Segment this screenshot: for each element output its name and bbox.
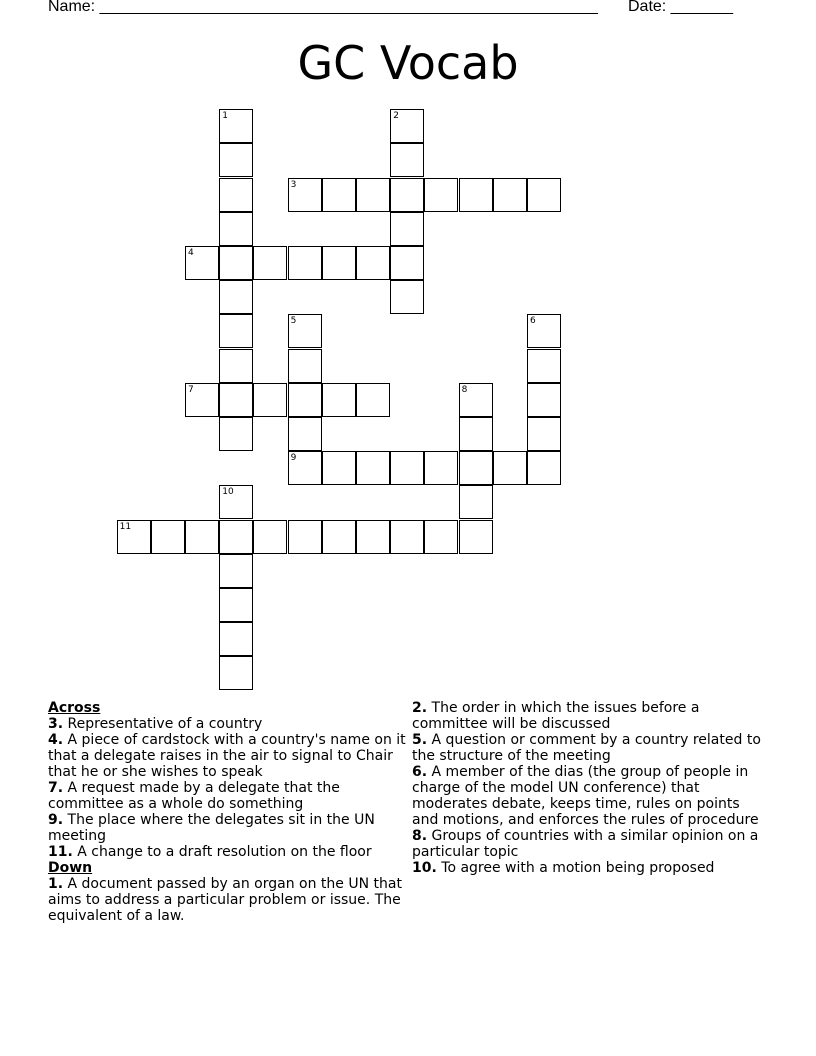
- grid-cell[interactable]: [219, 212, 253, 246]
- grid-cell[interactable]: [527, 417, 561, 451]
- clues-column-left: [48, 700, 408, 924]
- cell-number: 6: [530, 316, 536, 327]
- grid-cell[interactable]: [493, 451, 527, 485]
- clue-text: A document passed by an organ on the UN that aims to address a particular problem or issue. The equivalent of a law.: [48, 876, 402, 924]
- grid-cell[interactable]: [219, 622, 253, 656]
- clue-text: To agree with a motion being proposed: [441, 860, 715, 876]
- clue-number: 4.: [48, 732, 64, 748]
- grid-cell[interactable]: [390, 109, 424, 143]
- grid-cell[interactable]: [356, 246, 390, 280]
- grid-cell[interactable]: [390, 520, 424, 554]
- grid-cell[interactable]: [459, 417, 493, 451]
- cell-number: 10: [222, 487, 234, 498]
- grid-cell[interactable]: [288, 349, 322, 383]
- clue-down-5: [412, 732, 762, 764]
- grid-cell[interactable]: [219, 109, 253, 143]
- grid-cell[interactable]: [288, 520, 322, 554]
- clue-text: The order in which the issues before a committee will be discussed: [412, 700, 700, 732]
- clue-number: 8.: [412, 828, 428, 844]
- grid-cell[interactable]: [322, 520, 356, 554]
- grid-cell[interactable]: [493, 178, 527, 212]
- grid-cell[interactable]: [527, 451, 561, 485]
- grid-cell[interactable]: [219, 143, 253, 177]
- grid-cell[interactable]: [151, 520, 185, 554]
- grid-cell[interactable]: [288, 451, 322, 485]
- grid-cell[interactable]: [459, 178, 493, 212]
- cell-number: 3: [290, 179, 297, 190]
- clue-number: 6.: [412, 764, 428, 780]
- grid-cell[interactable]: [459, 383, 493, 417]
- grid-cell[interactable]: [356, 451, 390, 485]
- grid-cell[interactable]: [322, 383, 356, 417]
- grid-cell[interactable]: [219, 246, 253, 280]
- grid-cell[interactable]: [390, 143, 424, 177]
- grid-cell[interactable]: [185, 383, 219, 417]
- clue-down-10: [412, 860, 762, 876]
- grid-cell[interactable]: [322, 451, 356, 485]
- clue-number: 7.: [48, 780, 64, 796]
- clue-down-2: [412, 700, 762, 732]
- grid-cell[interactable]: [253, 520, 287, 554]
- worksheet-header: [48, 0, 748, 20]
- grid-cell[interactable]: [527, 349, 561, 383]
- clue-number: 11.: [48, 844, 73, 860]
- grid-cell[interactable]: [219, 520, 253, 554]
- clue-text: A member of the dias (the group of people in charge of the model UN conference) that moderates debate, keeps time, rules on points and motions, and enforces the rules of procedure: [412, 764, 759, 828]
- clue-across-9: [48, 812, 408, 844]
- cell-number: 9: [290, 453, 297, 464]
- grid-cell[interactable]: [219, 417, 253, 451]
- clue-text: The place where the delegates sit in the UN meeting: [48, 812, 375, 844]
- grid-cell[interactable]: [390, 280, 424, 314]
- grid-cell[interactable]: [288, 417, 322, 451]
- clue-across-11: [48, 844, 408, 860]
- clue-number: 9.: [48, 812, 64, 828]
- grid-cell[interactable]: [390, 178, 424, 212]
- grid-cell[interactable]: [527, 314, 561, 348]
- down-heading: Down: [48, 860, 93, 876]
- clue-text: A change to a draft resolution on the floor: [77, 844, 372, 860]
- grid-cell[interactable]: [390, 451, 424, 485]
- grid-cell[interactable]: [459, 451, 493, 485]
- grid-cell[interactable]: [288, 178, 322, 212]
- clue-number: 3.: [48, 716, 64, 732]
- grid-cell[interactable]: [219, 383, 253, 417]
- name-field[interactable]: Name: ________________________________________________________: [48, 0, 598, 15]
- clues-column-right: [412, 700, 762, 876]
- page-title: GC Vocab: [297, 36, 519, 90]
- across-heading: Across: [48, 700, 101, 716]
- grid-cell[interactable]: [390, 246, 424, 280]
- grid-cell[interactable]: [253, 383, 287, 417]
- clue-down-1: [48, 876, 408, 924]
- date-field[interactable]: Date: _______: [628, 0, 733, 15]
- clue-across-4: [48, 732, 408, 780]
- cell-number: 11: [119, 521, 132, 532]
- clue-text: Representative of a country: [67, 716, 263, 732]
- grid-cell[interactable]: [219, 554, 253, 588]
- grid-cell[interactable]: [356, 178, 390, 212]
- grid-cell[interactable]: [527, 383, 561, 417]
- grid-cell[interactable]: [219, 280, 253, 314]
- grid-cell[interactable]: [527, 178, 561, 212]
- grid-cell[interactable]: [219, 349, 253, 383]
- cell-number: 8: [461, 384, 468, 395]
- grid-cell[interactable]: [424, 451, 458, 485]
- grid-cell[interactable]: [185, 246, 219, 280]
- clue-text: Groups of countries with a similar opinion on a particular topic: [412, 828, 759, 860]
- cell-number: 4: [188, 248, 194, 259]
- cell-number: 2: [393, 111, 399, 122]
- clue-across-3: [48, 716, 408, 732]
- grid-cell[interactable]: [424, 178, 458, 212]
- cell-number: 7: [188, 384, 194, 395]
- grid-cell[interactable]: [117, 520, 151, 554]
- grid-cell[interactable]: [219, 314, 253, 348]
- grid-cell[interactable]: [390, 212, 424, 246]
- cell-number: 1: [222, 111, 228, 122]
- grid-cell[interactable]: [288, 314, 322, 348]
- grid-cell[interactable]: [219, 178, 253, 212]
- clue-across-7: [48, 780, 408, 812]
- clue-number: 1.: [48, 876, 64, 892]
- grid-cell[interactable]: [185, 520, 219, 554]
- grid-cell[interactable]: [253, 246, 287, 280]
- grid-cell[interactable]: [288, 246, 322, 280]
- grid-cell[interactable]: [288, 383, 322, 417]
- grid-cell[interactable]: [424, 520, 458, 554]
- grid-cell[interactable]: [459, 520, 493, 554]
- clue-down-6: [412, 764, 762, 828]
- clue-text: A question or comment by a country related to the structure of the meeting: [412, 732, 761, 764]
- grid-cell[interactable]: [219, 485, 253, 519]
- grid-cell[interactable]: [322, 178, 356, 212]
- grid-cell[interactable]: [356, 520, 390, 554]
- clue-number: 2.: [412, 700, 428, 716]
- grid-cell[interactable]: [219, 588, 253, 622]
- clue-down-8: [412, 828, 762, 860]
- grid-cell[interactable]: [356, 383, 390, 417]
- grid-cell[interactable]: [459, 485, 493, 519]
- grid-cell[interactable]: [322, 246, 356, 280]
- clue-number: 5.: [412, 732, 428, 748]
- cell-number: 5: [290, 316, 297, 327]
- clue-number: 10.: [412, 860, 437, 876]
- grid-cell[interactable]: [219, 656, 253, 690]
- clue-text: A piece of cardstock with a country's name on it that a delegate raises in the air to signal to Chair that he or she wishes to speak: [48, 732, 406, 780]
- clue-text: A request made by a delegate that the committee as a whole do something: [48, 780, 340, 812]
